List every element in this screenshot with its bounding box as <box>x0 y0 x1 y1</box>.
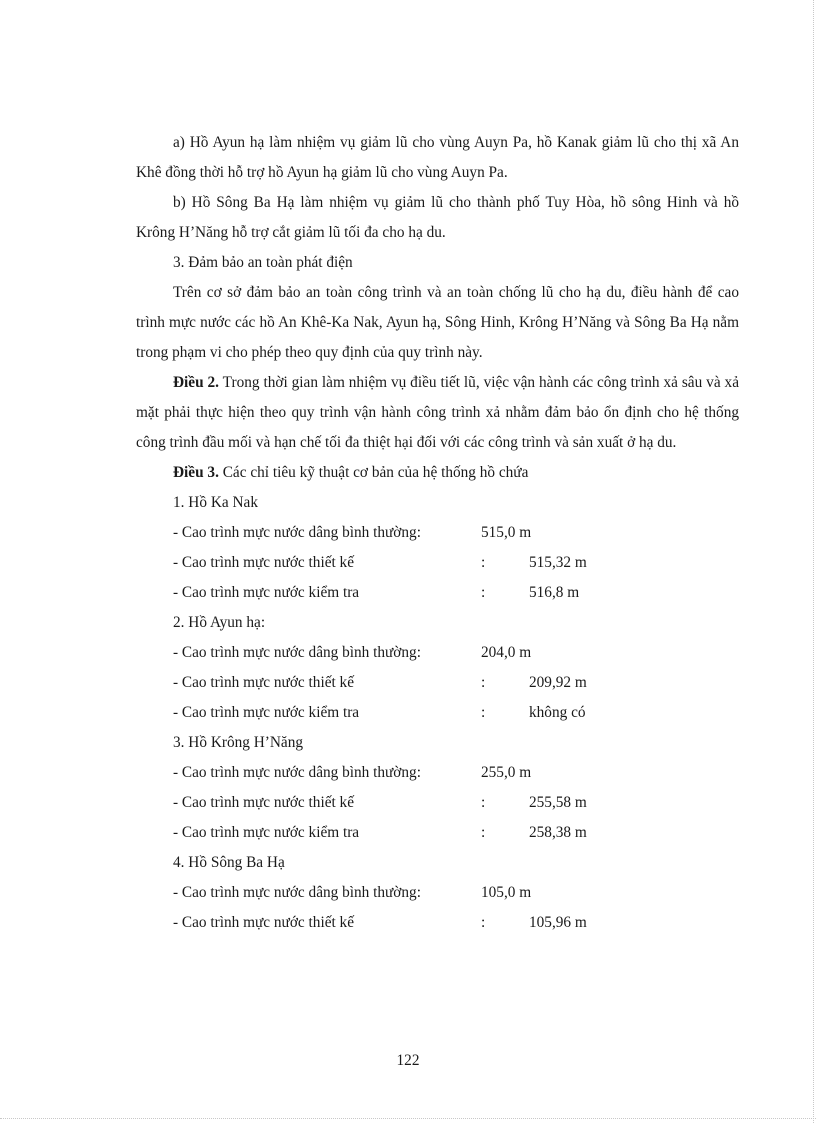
spec-colon: : <box>481 674 486 691</box>
page-number: 122 <box>396 1052 420 1069</box>
reservoir-title: 4. Hồ Sông Ba Hạ <box>173 854 285 871</box>
spec-colon: : <box>481 554 486 571</box>
spec-normal-level <box>136 758 739 788</box>
article-2 <box>136 368 739 458</box>
spec-value: 516,8 m <box>529 584 580 601</box>
article-2-label: Điều 2. <box>173 374 220 391</box>
reservoir-krong-hnang <box>136 728 739 848</box>
spec-check-level <box>136 818 739 848</box>
spec-normal-level <box>136 878 739 908</box>
reservoir-ka-nak <box>136 488 739 608</box>
paragraph-water-level-operation: Trên cơ sở đảm bảo an toàn công trình và an toàn chống lũ cho hạ du, điều hành để cao trình mực nước các hồ An Khê-Ka Nak, Ayun hạ, Sông Hinh, Krông H’Năng và Sông Ba Hạ nằm trong phạm vi cho phép theo quy định của quy trình này. <box>136 284 739 361</box>
spec-label: - Cao trình mực nước kiểm tra <box>173 584 360 601</box>
spec-label: - Cao trình mực nước dâng bình thường: <box>173 644 421 661</box>
spec-normal-level <box>136 518 739 548</box>
spec-design-level <box>136 668 739 698</box>
reservoir-ayun-ha <box>136 608 739 728</box>
spec-design-level <box>136 908 739 938</box>
spec-colon: : <box>481 584 486 601</box>
spec-value: 105,0 m <box>481 884 532 901</box>
spec-check-level <box>136 578 739 608</box>
spec-value: 258,38 m <box>529 824 587 841</box>
spec-value: không có <box>529 704 586 721</box>
spec-value: 204,0 m <box>481 644 532 661</box>
spec-check-level <box>136 698 739 728</box>
section-heading-power-safety: 3. Đảm bảo an toàn phát điện <box>173 254 353 271</box>
paragraph-ayun-ha: a) Hồ Ayun hạ làm nhiệm vụ giảm lũ cho vùng Auyn Pa, hồ Kanak giảm lũ cho thị xã An Khê đồng thời hỗ trợ hồ Ayun hạ giảm lũ cho vùng Auyn Pa. <box>136 134 739 181</box>
article-3-label: Điều 3. <box>173 464 219 481</box>
spec-value: 515,32 m <box>529 554 587 571</box>
reservoir-title: 3. Hồ Krông H’Năng <box>173 734 304 751</box>
spec-design-level <box>136 788 739 818</box>
page-border-right <box>813 0 814 1123</box>
reservoir-song-ba-ha <box>136 848 739 938</box>
article-3 <box>136 458 739 488</box>
spec-label: - Cao trình mực nước thiết kế <box>173 914 354 931</box>
spec-label: - Cao trình mực nước dâng bình thường: <box>173 764 421 781</box>
spec-normal-level <box>136 638 739 668</box>
spec-value: 515,0 m <box>481 524 532 541</box>
article-3-text: Các chỉ tiêu kỹ thuật cơ bản của hệ thống hồ chứa <box>218 464 529 481</box>
spec-label: - Cao trình mực nước thiết kế <box>173 674 354 691</box>
reservoir-title: 1. Hồ Ka Nak <box>173 494 258 511</box>
spec-colon: : <box>481 794 486 811</box>
paragraph-song-ba-ha: b) Hồ Sông Ba Hạ làm nhiệm vụ giảm lũ cho thành phố Tuy Hòa, hồ sông Hinh và hồ Krông H’Năng hỗ trợ cắt giảm lũ tối đa cho hạ du. <box>136 194 739 241</box>
spec-label: - Cao trình mực nước thiết kế <box>173 794 354 811</box>
spec-colon: : <box>481 914 486 931</box>
spec-colon: : <box>481 704 486 721</box>
spec-value: 209,92 m <box>529 674 587 691</box>
spec-label: - Cao trình mực nước kiểm tra <box>173 824 360 841</box>
spec-colon: : <box>481 824 486 841</box>
spec-label: - Cao trình mực nước dâng bình thường: <box>173 884 421 901</box>
article-2-text: Trong thời gian làm nhiệm vụ điều tiết lũ, việc vận hành các công trình xả sâu và xả mặt phải thực hiện theo quy trình vận hành công trình xả nhằm đảm bảo ổn định cho hệ thống công trình đầu mối và hạn chế tối đa thiệt hại đối với các công trình và sản xuất ở hạ du. <box>136 374 739 451</box>
spec-value: 255,58 m <box>529 794 587 811</box>
spec-label: - Cao trình mực nước thiết kế <box>173 554 354 571</box>
spec-value: 255,0 m <box>481 764 532 781</box>
spec-label: - Cao trình mực nước dâng bình thường: <box>173 524 421 541</box>
document-body <box>136 128 739 938</box>
reservoir-title: 2. Hồ Ayun hạ: <box>173 614 266 631</box>
page-border-bottom <box>0 1118 816 1119</box>
spec-design-level <box>136 548 739 578</box>
spec-value: 105,96 m <box>529 914 587 931</box>
spec-label: - Cao trình mực nước kiểm tra <box>173 704 360 721</box>
